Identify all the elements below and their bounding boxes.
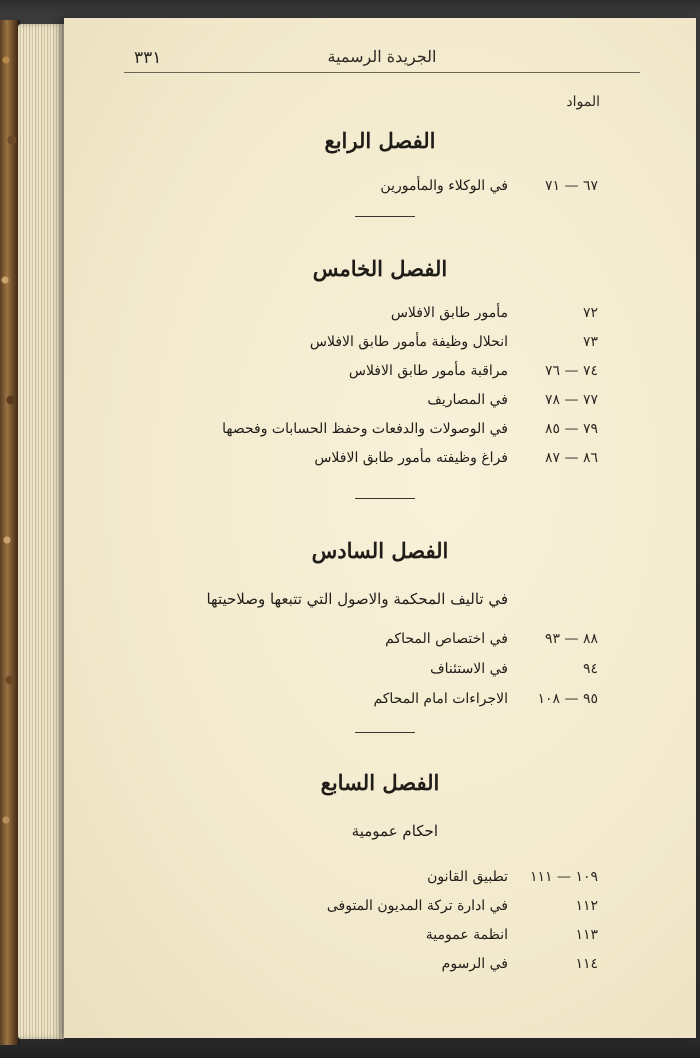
toc-entry: [64, 392, 696, 416]
chapter-heading: الفصل السادس: [311, 538, 449, 563]
toc-entry: [64, 178, 696, 202]
section-divider: [355, 498, 415, 499]
article-range: ٦٧ — ٧١: [545, 178, 598, 194]
entry-title: فراغ وظيفته مأمور طابق الافلاس: [314, 450, 508, 466]
chapter-subtitle: احكام عمومية: [351, 822, 438, 840]
entry-title: في الوصولات والدفعات وحفظ الحسابات وفحصها: [222, 421, 508, 437]
entry-title: في الرسوم: [441, 956, 508, 972]
entry-title: انظمة عمومية: [425, 927, 508, 943]
book-binding: [0, 20, 20, 1045]
articles-column-label: المواد: [566, 94, 600, 110]
entry-title: في المصاريف: [427, 392, 508, 408]
chapter-heading: الفصل الخامس: [312, 256, 448, 281]
entry-title: في الوكلاء والمأمورين: [380, 178, 508, 194]
article-range: ١٠٩ — ١١١: [529, 869, 598, 885]
toc-entry: [64, 661, 696, 685]
chapter-heading: الفصل السابع: [320, 770, 440, 795]
article-range: ١١٣: [575, 927, 598, 943]
page-stack-edge: [18, 24, 64, 1039]
entry-title: مأمور طابق الافلاس: [390, 305, 508, 321]
toc-entry: [64, 956, 696, 980]
entry-title: تطبيق القانون: [427, 869, 508, 885]
article-range: ٨٨ — ٩٣: [545, 631, 598, 647]
article-range: ٩٤: [582, 661, 598, 677]
toc-entry: [64, 631, 696, 655]
entry-title: مراقبة مأمور طابق الافلاس: [348, 363, 508, 379]
toc-entry: [64, 898, 696, 922]
entry-title: الاجراءات امام المحاكم: [373, 691, 508, 707]
article-range: ٧٣: [582, 334, 598, 350]
page-number: ٣٣١: [134, 48, 162, 68]
entry-title: في الاستئناف: [430, 661, 508, 677]
entry-title: انحلال وظيفة مأمور طابق الافلاس: [309, 334, 508, 350]
article-range: ١١٤: [575, 956, 598, 972]
chapter-heading: الفصل الرابع: [324, 128, 436, 153]
toc-entry: [64, 869, 696, 893]
article-range: ٧٢: [582, 305, 598, 321]
article-range: ٨٦ — ٨٧: [545, 450, 598, 466]
article-range: ٧٧ — ٧٨: [545, 392, 598, 408]
toc-entry: [64, 305, 696, 329]
book-page: [64, 18, 696, 1038]
article-range: ١١٢: [575, 898, 598, 914]
toc-entry: [64, 363, 696, 387]
section-divider: [355, 216, 415, 217]
toc-entry: [64, 334, 696, 358]
entry-title: في اختصاص المحاكم: [385, 631, 508, 647]
article-range: ٧٤ — ٧٦: [545, 363, 598, 379]
toc-entry: [64, 927, 696, 951]
publication-title: الجريدة الرسمية: [327, 47, 437, 66]
chapter-subtitle: في تاليف المحكمة والاصول التي تتبعها وصلاحيتها: [206, 590, 508, 608]
toc-entry: [64, 421, 696, 445]
section-divider: [355, 732, 415, 733]
article-range: ٧٩ — ٨٥: [545, 421, 598, 437]
entry-title: في ادارة تركة المديون المتوفى: [326, 898, 508, 914]
toc-entry: [64, 450, 696, 474]
toc-entry: [64, 691, 696, 715]
article-range: ٩٥ — ١٠٨: [537, 691, 598, 707]
running-header: [124, 46, 640, 73]
